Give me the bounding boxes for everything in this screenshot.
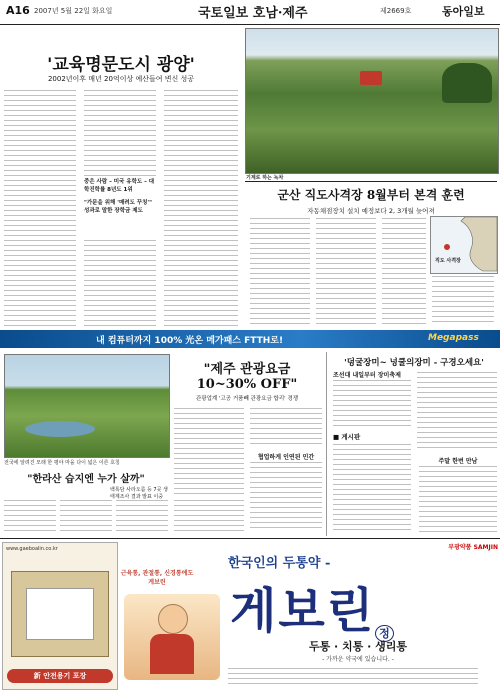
product-name: 게보린 [230,583,376,639]
person-body [150,634,194,674]
product-suffix: 정 [375,625,394,642]
masthead-logo: 동아일보 [442,5,485,18]
map-label: 직도 사격장 [435,258,461,264]
ad-product-name [230,572,480,640]
divider [245,181,497,182]
headline-line-1: "제주 관광요금 [203,362,291,377]
banner-brand: Megapass [428,333,479,343]
sidebar-headline: '덩굴장미~ 넝쿨의장미 - 구경오세요' [344,358,484,368]
ad-left-panel[interactable] [2,542,118,690]
pill-pack [26,588,94,640]
grassland-photo [4,354,170,458]
article-body [84,240,156,326]
article-body [417,372,497,452]
article-body [316,218,376,324]
sidebar-column [326,352,499,536]
bulletin-board-title [333,432,360,441]
pond [25,421,95,437]
ad-url[interactable]: www.gaeboalin.co.kr [6,546,58,552]
article-body [382,218,426,324]
article-body [174,408,244,498]
issue-number: 제2669호 [380,7,412,15]
sub-article-title: 협업하게 인연된 민간 [257,454,315,461]
article-body [333,380,411,426]
ad-fine-print [228,668,478,684]
article-body [4,500,56,532]
pull-quote-1: 중은 사람 – 미국 유학도 – 대학진학률 8년도 1위 [84,179,155,193]
photo-caption-title: 기계로 하는 녹차 [246,175,284,181]
pull-quote-2: "가문을 위해 '매려도 꾸칭'" 성과로 말한 장학금 제도 [84,200,152,214]
ad-main[interactable] [118,542,498,688]
ad-tagline: 한국인의 두통약 - [228,556,331,571]
bulletin-sub-title: 주말 한번 만남 [438,458,478,465]
bulletin-list [419,466,497,532]
article-subhead: 2002년이후 매년 20억이상 예산들여 변신 성공 [47,75,195,83]
article-gwangyang [0,26,242,328]
article-body [84,90,156,176]
person-figure [158,604,188,634]
article-body [250,218,310,324]
tea-field-photo [245,28,499,174]
location-map [430,216,498,274]
map-outline [431,217,497,273]
photo-caption: 전국에 알려진 모래 한 평야 마을 다이 넓은 이른 호칭 [4,460,120,466]
section-title: 국토일보 호남·제주 [198,6,308,21]
page-header [0,0,500,25]
article-body [250,462,322,530]
article-body [174,500,244,532]
ad-illustration [124,594,220,680]
article-body [432,276,494,324]
ad-badge: 新 안전용기 포장 [7,669,113,683]
article-subhead: 자동채점장치 설치 예정보다 2, 3개월 늦어져 [307,207,435,215]
board-title-text: 게시판 [341,433,361,441]
pull-quote [84,178,156,238]
article-body [250,408,322,448]
article-body [60,500,112,532]
article-headline: "한라산 습지엔 누가 살까" [27,474,145,485]
article-body [116,500,168,532]
photo-caption [246,174,496,181]
megapass-banner[interactable] [0,330,500,348]
tree-row [442,63,492,103]
page-number: A16 [6,4,30,17]
article-headline: '교육명문도시 광양' [47,55,195,75]
board-icon: ■ [333,433,342,441]
ad-company: 부광약품 SAMJIN [448,544,498,551]
article-subhead: 백록담 사라오름 등 7곳 생태계조사 결과 발표 이중 [110,487,168,500]
ad-symptoms: 두통 · 치통 · 생리통 [308,640,408,653]
article-headline: 군산 직도사격장 8월부터 본격 훈련 [277,188,465,202]
article-body [4,90,76,326]
ad-bubble: 근육통, 관절통, 신경통에도 게보린 [120,570,194,586]
bulletin-list [333,444,411,532]
article-body [164,90,238,326]
sidebar-subhead: 조선대 내일부터 장미축제 [333,372,401,379]
headline-line-2: 10~30% OFF" [196,377,298,392]
ad-divider [0,538,500,539]
tractor-figure [360,71,382,85]
article-headline [172,358,322,392]
ad-footer: - 가까운 약국에 있습니다. - [322,656,394,663]
issue-date: 2007년 5월 22일 화요일 [34,7,113,15]
banner-text: 내 컴퓨터까지 100% 光온 메가패스 FTTH로! [96,336,284,346]
article-subhead: 관광업계 '고공 거품빼 관광요금 합리' 경쟁 [195,396,299,402]
product-box-image [11,571,109,657]
